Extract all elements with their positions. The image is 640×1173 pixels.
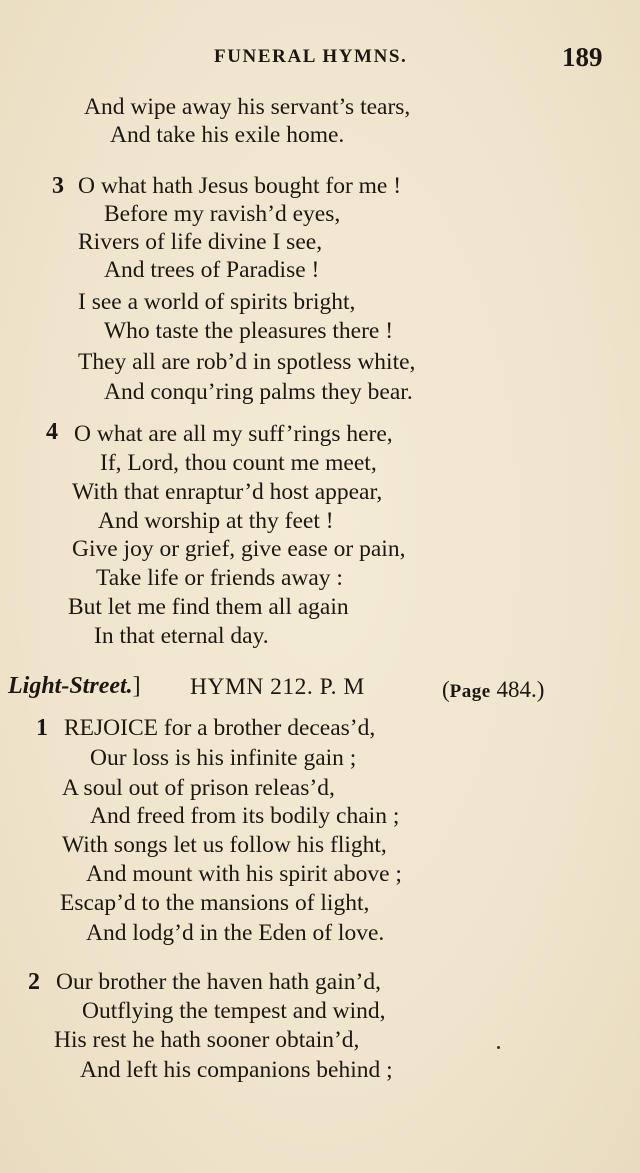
page-ref-word: Page <box>449 681 491 702</box>
verse-line: Give joy or grief, give ease or pain, <box>72 536 406 562</box>
verse-line: O what hath Jesus bought for me ! <box>78 173 402 199</box>
page-ref-open: ( <box>442 677 450 702</box>
page-number: 189 <box>562 42 603 72</box>
verse-line: But let me find them all again <box>68 594 349 620</box>
stanza-number: 2 <box>28 969 40 995</box>
hymn-label: HYMN 212. P. M <box>190 674 365 700</box>
stanza-number: 4 <box>46 419 58 445</box>
verse-line: And conqu’ring palms they bear. <box>104 379 413 405</box>
verse-line: A soul out of prison releas’d, <box>62 775 335 801</box>
tune-name: Light-Street. <box>8 673 133 699</box>
tune-heading <box>8 674 141 698</box>
verse-line: O what are all my suff’rings here, <box>74 421 393 447</box>
verse-line: Our loss is his infinite gain ; <box>90 745 357 771</box>
verse-line: And wipe away his servant’s tears, <box>84 94 411 120</box>
verse-line: Who taste the pleasures there ! <box>104 318 394 344</box>
verse-line: Our brother the haven hath gain’d, <box>56 969 381 995</box>
stanza-number: 1 <box>36 715 48 741</box>
running-header: FUNERAL HYMNS. <box>214 46 408 67</box>
verse-line: In that eternal day. <box>94 623 269 649</box>
verse-line: They all are rob’d in spotless white, <box>78 349 416 375</box>
stanza-number: 3 <box>52 173 64 199</box>
verse-line: REJOICE for a brother deceas’d, <box>64 715 376 741</box>
verse-line: And left his companions behind ; <box>80 1057 393 1083</box>
verse-line: Rivers of life divine I see, <box>78 229 323 255</box>
verse-line: If, Lord, thou count me meet, <box>100 450 377 476</box>
verse-line: And freed from its bodily chain ; <box>90 803 400 829</box>
verse-line: Escap’d to the mansions of light, <box>60 890 370 916</box>
verse-line: Take life or friends away : <box>96 565 343 591</box>
verse-line: With songs let us follow his flight, <box>62 832 387 858</box>
verse-line: Outflying the tempest and wind, <box>82 998 386 1024</box>
tune-bracket: ] <box>132 673 141 699</box>
verse-line: And lodg’d in the Eden of love. <box>86 920 385 946</box>
verse-line: And take his exile home. <box>110 122 345 148</box>
ink-speck <box>497 1046 500 1049</box>
verse-line: And worship at thy feet ! <box>98 508 334 534</box>
verse-line: Before my ravish’d eyes, <box>104 201 341 227</box>
verse-line: I see a world of spirits bright, <box>78 289 356 315</box>
page-ref-number: 484.) <box>490 677 545 702</box>
page-reference <box>442 678 544 701</box>
verse-line: And mount with his spirit above ; <box>86 861 402 887</box>
verse-line: With that enraptur’d host appear, <box>72 479 383 505</box>
verse-line: His rest he hath sooner obtain’d, <box>54 1027 360 1053</box>
verse-line: And trees of Paradise ! <box>104 257 320 283</box>
